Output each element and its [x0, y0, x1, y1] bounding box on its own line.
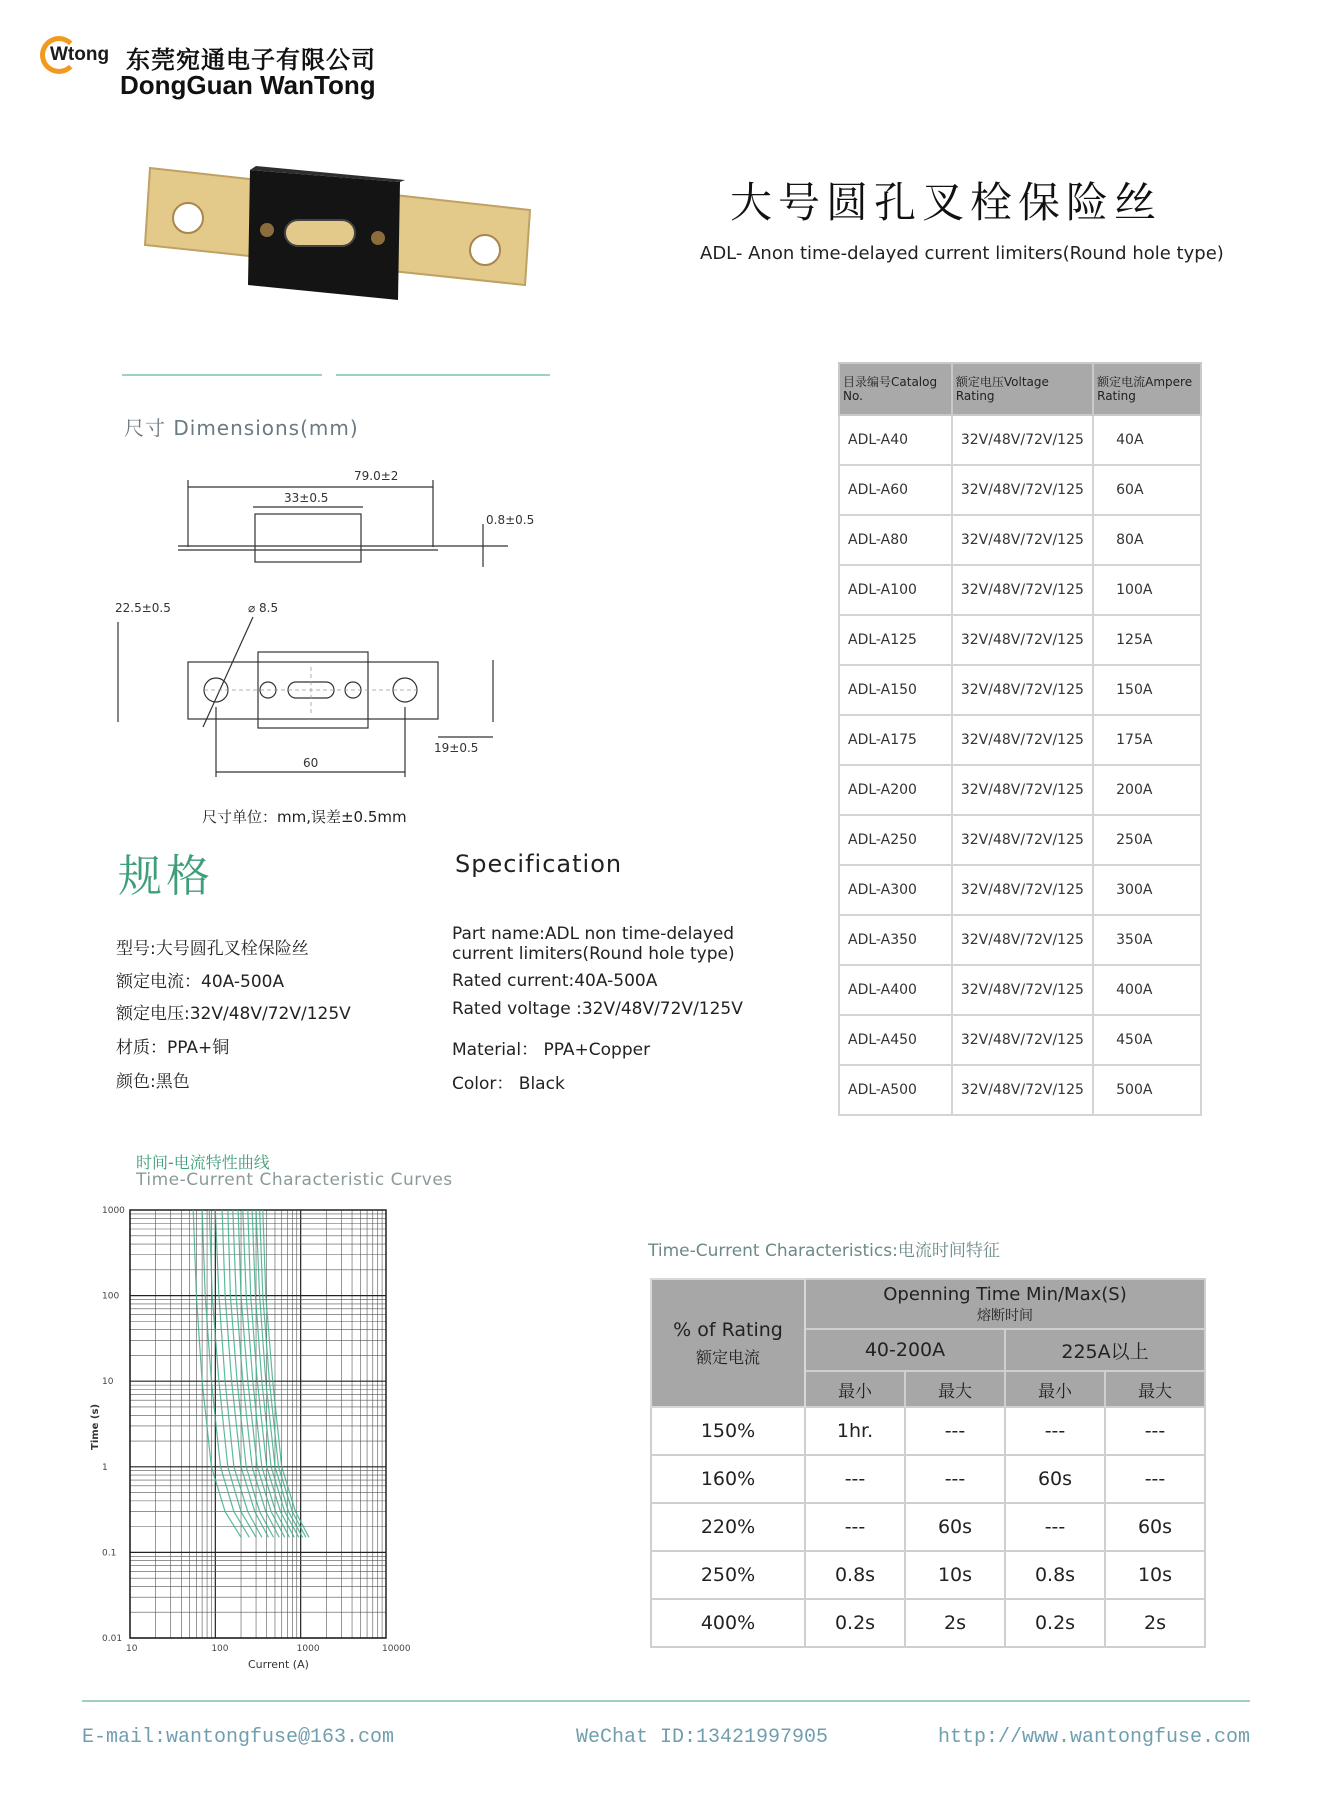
time-cell: 60s	[1005, 1455, 1105, 1503]
spec-heading-cn: 规格	[118, 851, 214, 902]
ampere-cell: 450A	[1093, 1015, 1201, 1065]
time-cell: 2s	[1105, 1599, 1205, 1647]
ampere-cell: 350A	[1093, 915, 1201, 965]
ampere-cell: 300A	[1093, 865, 1201, 915]
time-cell: 10s	[1105, 1551, 1205, 1599]
ampere-cell: 40A	[1093, 415, 1201, 465]
y-tick-label: 10	[102, 1377, 114, 1388]
curves-title-en: Time-Current Characteristic Curves	[136, 1170, 453, 1190]
ampere-cell: 80A	[1093, 515, 1201, 565]
voltage-cell: 32V/48V/72V/125	[952, 1065, 1093, 1115]
characteristics-row	[651, 1599, 1205, 1647]
opening-time-en: Openning Time Min/Max(S)	[883, 1283, 1127, 1305]
rating-cell: 150%	[651, 1407, 805, 1455]
catalog-header: 额定电流Ampere Rating	[1093, 363, 1201, 415]
catalog-header: 目录编号Catalog No.	[839, 363, 952, 415]
spec-en-line: Rated voltage :32V/48V/72V/125V	[452, 999, 743, 1019]
dim-hole-spacing: 60	[303, 756, 319, 770]
catalog-row	[839, 765, 1201, 815]
y-tick-label: 0.01	[102, 1634, 123, 1644]
y-tick-label: 1000	[102, 1206, 125, 1216]
divider	[122, 374, 322, 376]
catalog-no-cell: ADL-A350	[839, 915, 952, 965]
catalog-no-cell: ADL-A60	[839, 465, 952, 515]
chart-xlabel: Current (A)	[248, 1658, 309, 1671]
voltage-cell: 32V/48V/72V/125	[952, 1015, 1093, 1065]
spec-en-line: Part name:ADL non time-delayed	[452, 924, 735, 944]
product-image	[140, 150, 540, 300]
ampere-cell: 200A	[1093, 765, 1201, 815]
x-tick-label: 10	[126, 1644, 138, 1654]
catalog-header: 额定电压Voltage Rating	[952, 363, 1093, 415]
characteristics-table	[650, 1278, 1206, 1648]
dim-height: 19±0.5	[434, 741, 479, 755]
spec-en-line: Rated current:40A-500A	[452, 971, 658, 991]
ampere-cell: 100A	[1093, 565, 1201, 615]
group-header: 225A以上	[1005, 1329, 1205, 1371]
group-header: 40-200A	[805, 1329, 1005, 1371]
voltage-cell: 32V/48V/72V/125	[952, 665, 1093, 715]
time-cell: 0.8s	[805, 1551, 905, 1599]
spec-cn-line: 颜色:黑色	[116, 1072, 190, 1092]
catalog-row	[839, 1015, 1201, 1065]
rating-header	[651, 1279, 805, 1407]
catalog-no-cell: ADL-A250	[839, 815, 952, 865]
plot-frame	[130, 1210, 386, 1638]
spec-cn-line: 额定电压:32V/48V/72V/125V	[116, 1004, 351, 1024]
dim-body-width: 33±0.5	[284, 491, 329, 505]
y-tick-label: 1	[102, 1462, 108, 1473]
spec-heading-en: Specification	[455, 850, 623, 878]
voltage-cell: 32V/48V/72V/125	[952, 965, 1093, 1015]
catalog-row	[839, 815, 1201, 865]
rating-header-en: % of Rating	[673, 1318, 783, 1341]
voltage-cell: 32V/48V/72V/125	[952, 615, 1093, 665]
catalog-row	[839, 915, 1201, 965]
catalog-row	[839, 515, 1201, 565]
time-cell: ---	[905, 1455, 1005, 1503]
min-header: 最小	[1005, 1371, 1105, 1407]
characteristics-row	[651, 1503, 1205, 1551]
product-title-cn: 大号圆孔叉栓保险丝	[730, 178, 1163, 227]
ampere-cell: 400A	[1093, 965, 1201, 1015]
spec-cn-line: 材质：PPA+铜	[116, 1038, 230, 1058]
time-cell: 0.2s	[805, 1599, 905, 1647]
dim-overall-length: 79.0±2	[354, 469, 399, 483]
time-cell: ---	[1105, 1455, 1205, 1503]
catalog-no-cell: ADL-A400	[839, 965, 952, 1015]
x-tick-label: 1000	[296, 1644, 320, 1654]
curves-title-cn: 时间-电流特性曲线	[136, 1153, 270, 1172]
voltage-cell: 32V/48V/72V/125	[952, 715, 1093, 765]
divider	[336, 374, 550, 376]
time-cell: ---	[905, 1407, 1005, 1455]
catalog-no-cell: ADL-A200	[839, 765, 952, 815]
time-cell: ---	[805, 1503, 905, 1551]
logo-text: Wtong	[50, 44, 110, 65]
characteristics-row	[651, 1551, 1205, 1599]
dim-thickness: 0.8±0.5	[486, 513, 535, 527]
time-current-chart	[86, 1192, 436, 1672]
catalog-row	[839, 565, 1201, 615]
voltage-cell: 32V/48V/72V/125	[952, 565, 1093, 615]
ampere-cell: 150A	[1093, 665, 1201, 715]
opening-time-cn: 熔断时间	[977, 1307, 1033, 1324]
time-cell: 0.2s	[1005, 1599, 1105, 1647]
footer-divider	[82, 1700, 1250, 1702]
time-cell: 60s	[1105, 1503, 1205, 1551]
catalog-no-cell: ADL-A100	[839, 565, 952, 615]
catalog-row	[839, 965, 1201, 1015]
footer-wechat: WeChat ID:13421997905	[576, 1726, 829, 1749]
spec-cn-line: 型号:大号圆孔叉栓保险丝	[116, 939, 309, 959]
time-cell: 10s	[905, 1551, 1005, 1599]
dim-tab-width: 22.5±0.5	[115, 601, 171, 615]
characteristics-row	[651, 1455, 1205, 1503]
spec-cn-line: 额定电流：40A-500A	[116, 972, 285, 992]
catalog-row	[839, 865, 1201, 915]
y-tick-label: 100	[102, 1291, 120, 1302]
catalog-row	[839, 665, 1201, 715]
spec-en-line: Material： PPA+Copper	[452, 1040, 651, 1060]
time-cell: 0.8s	[1005, 1551, 1105, 1599]
time-cell: ---	[1005, 1503, 1105, 1551]
rating-cell: 250%	[651, 1551, 805, 1599]
characteristics-title: Time-Current Characteristics:电流时间特征	[648, 1241, 1000, 1261]
voltage-cell: 32V/48V/72V/125	[952, 915, 1093, 965]
x-tick-label: 100	[211, 1644, 229, 1654]
ampere-cell: 250A	[1093, 815, 1201, 865]
ampere-cell: 175A	[1093, 715, 1201, 765]
ampere-cell: 125A	[1093, 615, 1201, 665]
rating-cell: 400%	[651, 1599, 805, 1647]
footer-website: http://www.wantongfuse.com	[938, 1726, 1251, 1749]
catalog-no-cell: ADL-A175	[839, 715, 952, 765]
product-title-en: ADL- Anon time-delayed current limiters(Round hole type)	[700, 243, 1224, 264]
company-name-en: DongGuan WanTong	[120, 70, 376, 100]
catalog-no-cell: ADL-A125	[839, 615, 952, 665]
catalog-no-cell: ADL-A300	[839, 865, 952, 915]
dim-hole-diameter: ⌀ 8.5	[248, 601, 279, 615]
time-cell: ---	[1005, 1407, 1105, 1455]
catalog-no-cell: ADL-A40	[839, 415, 952, 465]
catalog-row	[839, 1065, 1201, 1115]
catalog-no-cell: ADL-A150	[839, 665, 952, 715]
opening-time-header	[805, 1279, 1205, 1329]
catalog-row	[839, 465, 1201, 515]
spec-en-line: Color： Black	[452, 1074, 565, 1094]
y-tick-label: 0.1	[102, 1548, 117, 1559]
voltage-cell: 32V/48V/72V/125	[952, 465, 1093, 515]
rating-header-cn: 额定电流	[695, 1347, 760, 1367]
rating-cell: 220%	[651, 1503, 805, 1551]
catalog-row	[839, 715, 1201, 765]
footer-email: E-mail:wantongfuse@163.com	[82, 1726, 395, 1749]
catalog-table	[838, 362, 1202, 1116]
ampere-cell: 60A	[1093, 465, 1201, 515]
time-cell: 2s	[905, 1599, 1005, 1647]
time-cell: ---	[1105, 1407, 1205, 1455]
spec-en-line: current limiters(Round hole type)	[452, 944, 735, 964]
voltage-cell: 32V/48V/72V/125	[952, 765, 1093, 815]
catalog-no-cell: ADL-A450	[839, 1015, 952, 1065]
max-header: 最大	[1105, 1371, 1205, 1407]
characteristics-row	[651, 1407, 1205, 1455]
chart-ylabel: Time (s)	[90, 1403, 101, 1450]
dimensions-title: 尺寸 Dimensions(mm)	[124, 416, 359, 440]
time-cell: 1hr.	[805, 1407, 905, 1455]
voltage-cell: 32V/48V/72V/125	[952, 515, 1093, 565]
voltage-cell: 32V/48V/72V/125	[952, 815, 1093, 865]
curve-series-14	[263, 1210, 309, 1537]
curve-series-12	[256, 1210, 303, 1537]
voltage-cell: 32V/48V/72V/125	[952, 865, 1093, 915]
voltage-cell: 32V/48V/72V/125	[952, 415, 1093, 465]
max-header: 最大	[905, 1371, 1005, 1407]
dimension-drawing	[108, 462, 548, 802]
x-tick-label: 10000	[382, 1644, 411, 1654]
min-header: 最小	[805, 1371, 905, 1407]
catalog-row	[839, 615, 1201, 665]
time-cell: ---	[805, 1455, 905, 1503]
ampere-cell: 500A	[1093, 1065, 1201, 1115]
dimensions-note: 尺寸单位：mm,误差±0.5mm	[202, 808, 407, 826]
catalog-row	[839, 415, 1201, 465]
catalog-no-cell: ADL-A500	[839, 1065, 952, 1115]
catalog-no-cell: ADL-A80	[839, 515, 952, 565]
rating-cell: 160%	[651, 1455, 805, 1503]
time-cell: 60s	[905, 1503, 1005, 1551]
company-name-cn: 东莞宛通电子有限公司	[126, 46, 376, 74]
curve-series-4	[215, 1210, 261, 1537]
